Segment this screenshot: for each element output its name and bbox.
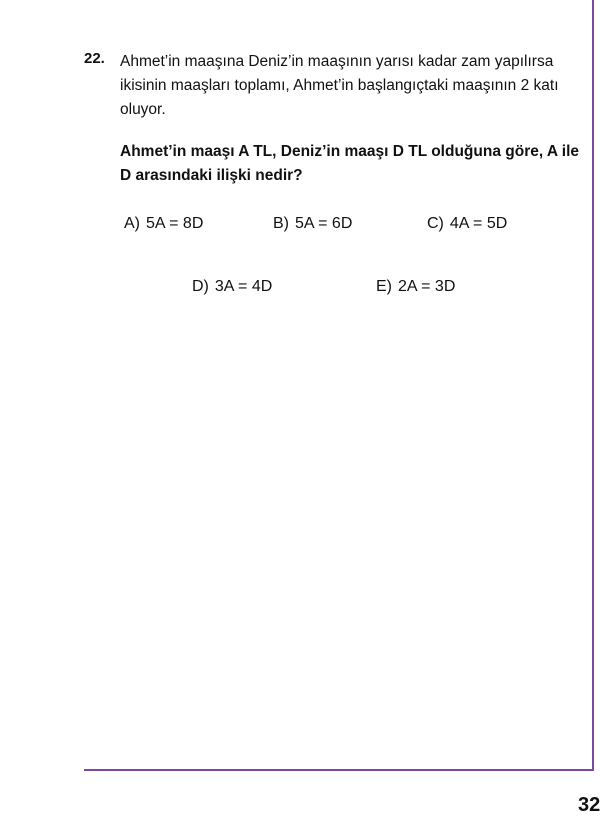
option-text: 4A = 5D [449,215,508,232]
question-number: 22. [84,50,105,67]
option-label: C) [427,215,444,232]
option-label: A) [124,215,140,232]
option-label: D) [192,278,209,295]
option-text: 5A = 6D [295,215,353,232]
option-label: E) [376,278,392,295]
page-border-bottom [84,769,594,771]
option-d[interactable] [192,278,272,296]
page-border-right [592,0,594,771]
page-number: 32 [578,794,600,816]
option-text: 3A = 4D [214,278,273,295]
option-c[interactable] [427,215,507,233]
question-stem: Ahmet’in maaşına Deniz’in maaşının yarısı kadar zam yapılırsa ikisinin maaşları toplamı, Ahmet’in başlangıçtaki maaşının 2 katı oluyor. [120,53,559,118]
option-a[interactable] [124,215,203,233]
option-text: 5A = 8D [146,215,204,232]
option-text: 2A = 3D [398,278,456,295]
option-e[interactable] [376,278,455,296]
option-label: B) [273,215,289,232]
option-b[interactable] [273,215,352,233]
question-prompt: Ahmet’in maaşı A TL, Deniz’in maaşı D TL olduğuna göre, A ile D arasındaki ilişki nedir? [120,143,580,184]
